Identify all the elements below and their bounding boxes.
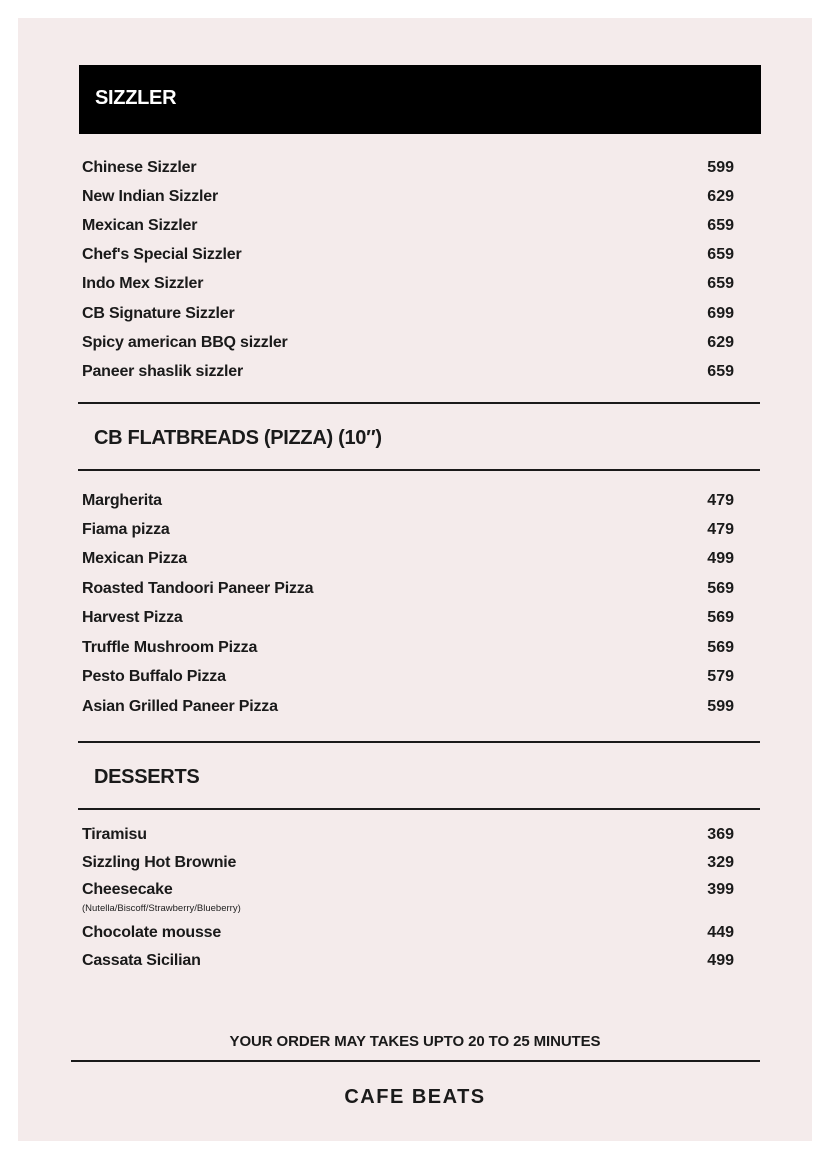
- menu-item: [82, 952, 734, 974]
- menu-item: [82, 609, 734, 631]
- item-price: 699: [707, 305, 734, 322]
- item-name: Chef's Special Sizzler: [82, 246, 242, 263]
- item-name: Mexican Sizzler: [82, 217, 198, 234]
- item-name: Indo Mex Sizzler: [82, 275, 204, 292]
- item-name: Spicy american BBQ sizzler: [82, 334, 288, 351]
- divider: [78, 469, 760, 471]
- item-name: Harvest Pizza: [82, 609, 183, 626]
- divider: [78, 402, 760, 404]
- item-name: Chinese Sizzler: [82, 159, 197, 176]
- item-price: 569: [707, 609, 734, 626]
- menu-page: [18, 18, 812, 1141]
- item-price: 569: [707, 580, 734, 597]
- item-price: 599: [707, 159, 734, 176]
- menu-item: [82, 580, 734, 602]
- item-name: Sizzling Hot Brownie: [82, 854, 237, 871]
- menu-item: [82, 159, 734, 181]
- divider: [78, 741, 760, 743]
- menu-item: [82, 854, 734, 876]
- menu-item: [82, 305, 734, 327]
- menu-item: [82, 881, 734, 914]
- item-name: New Indian Sizzler: [82, 188, 218, 205]
- section-header-sizzler: [79, 65, 761, 134]
- item-note: (Nutella/Biscoff/Strawberry/Blueberry): [82, 903, 241, 914]
- menu-item: [82, 826, 734, 848]
- menu-item: [82, 521, 734, 543]
- menu-item: [82, 275, 734, 297]
- item-price: 449: [707, 924, 734, 941]
- menu-item: [82, 492, 734, 514]
- item-price: 479: [707, 521, 734, 538]
- brand-name: CAFE BEATS: [344, 1086, 486, 1108]
- item-name: Roasted Tandoori Paneer Pizza: [82, 580, 314, 597]
- section-title-flatbreads: CB FLATBREADS (PIZZA) (10″): [94, 427, 382, 449]
- item-price: 659: [707, 275, 734, 292]
- item-price: 659: [707, 363, 734, 380]
- item-price: 399: [707, 881, 734, 898]
- menu-item: [82, 550, 734, 572]
- menu-item: [82, 924, 734, 946]
- item-price: 599: [707, 698, 734, 715]
- item-name: CB Signature Sizzler: [82, 305, 235, 322]
- item-price: 629: [707, 334, 734, 351]
- item-price: 569: [707, 639, 734, 656]
- menu-item: [82, 188, 734, 210]
- item-name: Tiramisu: [82, 826, 147, 843]
- item-price: 479: [707, 492, 734, 509]
- item-price: 499: [707, 550, 734, 567]
- item-name: Chocolate mousse: [82, 924, 222, 941]
- order-time-note: YOUR ORDER MAY TAKES UPTO 20 TO 25 MINUTES: [229, 1033, 601, 1050]
- item-name: Cheesecake: [82, 881, 173, 898]
- item-name: Cassata Sicilian: [82, 952, 201, 969]
- item-price: 499: [707, 952, 734, 969]
- menu-item: [82, 334, 734, 356]
- item-price: 329: [707, 854, 734, 871]
- item-name: Fiama pizza: [82, 521, 170, 538]
- item-name: Asian Grilled Paneer Pizza: [82, 698, 278, 715]
- menu-item: [82, 668, 734, 690]
- menu-item: [82, 246, 734, 268]
- section-title-desserts: DESSERTS: [94, 766, 200, 788]
- section-title-sizzler: SIZZLER: [95, 87, 177, 109]
- item-price: 659: [707, 217, 734, 234]
- footer-divider: [71, 1060, 760, 1062]
- item-price: 369: [707, 826, 734, 843]
- item-name: Mexican Pizza: [82, 550, 188, 567]
- item-name: Truffle Mushroom Pizza: [82, 639, 258, 656]
- item-price: 659: [707, 246, 734, 263]
- menu-item: [82, 217, 734, 239]
- item-price: 579: [707, 668, 734, 685]
- item-price: 629: [707, 188, 734, 205]
- item-name: Paneer shaslik sizzler: [82, 363, 244, 380]
- divider: [78, 808, 760, 810]
- item-name: Margherita: [82, 492, 162, 509]
- menu-item: [82, 363, 734, 385]
- menu-item: [82, 698, 734, 720]
- item-name: Pesto Buffalo Pizza: [82, 668, 226, 685]
- menu-item: [82, 639, 734, 661]
